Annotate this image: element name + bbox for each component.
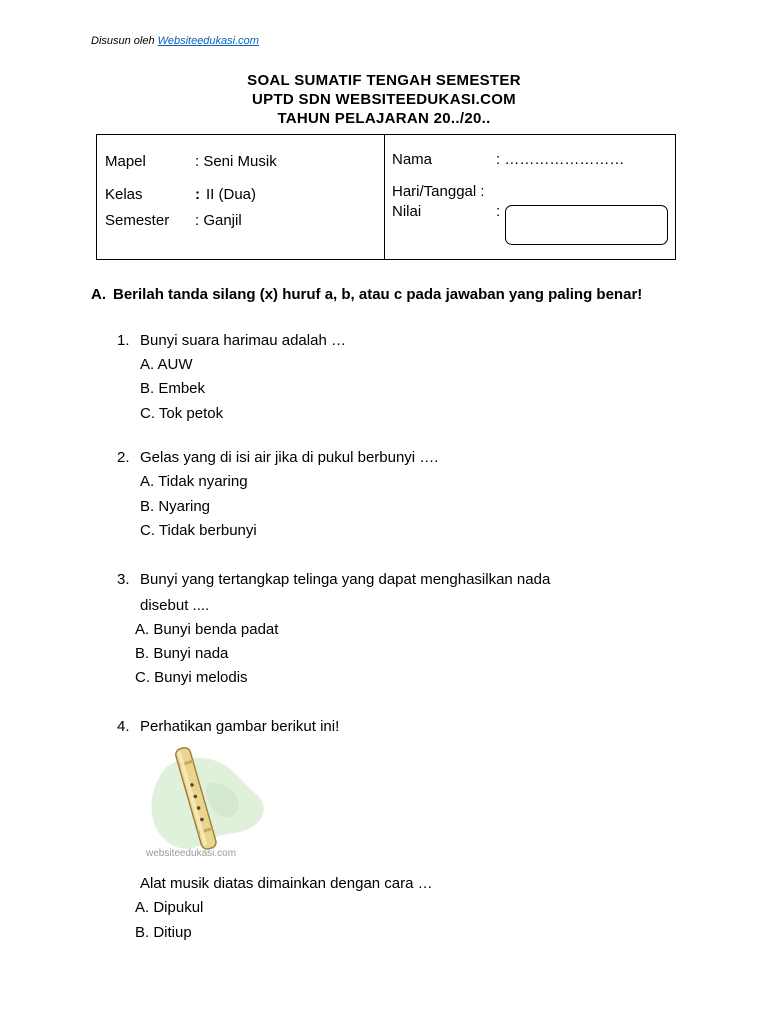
question-text: Bunyi yang tertangkap telinga yang dapat menghasilkan nada bbox=[140, 571, 551, 588]
answer-option[interactable]: B. Ditiup bbox=[135, 924, 192, 941]
image-watermark: websiteedukasi.com bbox=[146, 848, 237, 859]
mapel-value: : Seni Musik bbox=[195, 153, 277, 170]
flute-image bbox=[138, 744, 273, 864]
student-info-box bbox=[96, 134, 676, 260]
question-1 bbox=[117, 332, 346, 349]
semester-value: : Ganjil bbox=[195, 212, 242, 229]
answer-option[interactable]: A. Dipukul bbox=[135, 899, 204, 916]
academic-year: TAHUN PELAJARAN 20../20.. bbox=[277, 110, 491, 127]
nilai-label: Nilai bbox=[392, 203, 422, 220]
question-text-continued: disebut .... bbox=[140, 597, 210, 614]
nama-value: : …………………… bbox=[496, 151, 625, 168]
credit-prefix: Disusun oleh bbox=[91, 35, 155, 47]
credit-link[interactable]: Websiteedukasi.com bbox=[157, 35, 259, 47]
answer-option[interactable]: A. Tidak nyaring bbox=[140, 473, 248, 490]
exam-title: SOAL SUMATIF TENGAH SEMESTER bbox=[247, 72, 521, 89]
semester-label: Semester bbox=[105, 212, 170, 229]
school-name: UPTD SDN WEBSITEEDUKASI.COM bbox=[252, 91, 516, 108]
mapel-label: Mapel bbox=[105, 153, 146, 170]
answer-option[interactable]: C. Tidak berbunyi bbox=[140, 522, 257, 539]
section-letter: A. bbox=[91, 286, 106, 303]
question-text: Perhatikan gambar berikut ini! bbox=[140, 718, 340, 735]
answer-option[interactable]: B. Embek bbox=[140, 380, 206, 397]
credit-line bbox=[91, 35, 259, 47]
question-4-followup: Alat musik diatas dimainkan dengan cara … bbox=[140, 875, 433, 892]
question-text: Gelas yang di isi air jika di pukul berbunyi …. bbox=[140, 449, 439, 466]
question-2 bbox=[117, 449, 439, 466]
section-text: Berilah tanda silang (x) huruf a, b, atau c pada jawaban yang paling benar! bbox=[113, 286, 643, 303]
question-number: 4. bbox=[117, 718, 130, 735]
answer-option[interactable]: A. AUW bbox=[140, 356, 193, 373]
question-4 bbox=[117, 718, 340, 735]
kelas-value: II (Dua) bbox=[206, 186, 257, 203]
question-number: 3. bbox=[117, 571, 130, 588]
answer-option[interactable]: C. Tok petok bbox=[140, 405, 224, 422]
question-3 bbox=[117, 571, 551, 588]
nilai-colon: : bbox=[496, 203, 501, 220]
answer-option[interactable]: A. Bunyi benda padat bbox=[135, 621, 279, 638]
question-number: 1. bbox=[117, 332, 130, 349]
score-box[interactable] bbox=[505, 205, 668, 245]
answer-option[interactable]: B. Nyaring bbox=[140, 498, 211, 515]
question-number: 2. bbox=[117, 449, 130, 466]
nama-label: Nama bbox=[392, 151, 433, 168]
answer-option[interactable]: B. Bunyi nada bbox=[135, 645, 229, 662]
answer-option[interactable]: C. Bunyi melodis bbox=[135, 669, 248, 686]
info-divider bbox=[384, 135, 385, 259]
kelas-label: Kelas bbox=[105, 186, 143, 203]
hari-tanggal-label: Hari/Tanggal : bbox=[392, 183, 485, 200]
kelas-colon: : bbox=[195, 186, 200, 203]
question-text: Bunyi suara harimau adalah … bbox=[140, 332, 346, 349]
